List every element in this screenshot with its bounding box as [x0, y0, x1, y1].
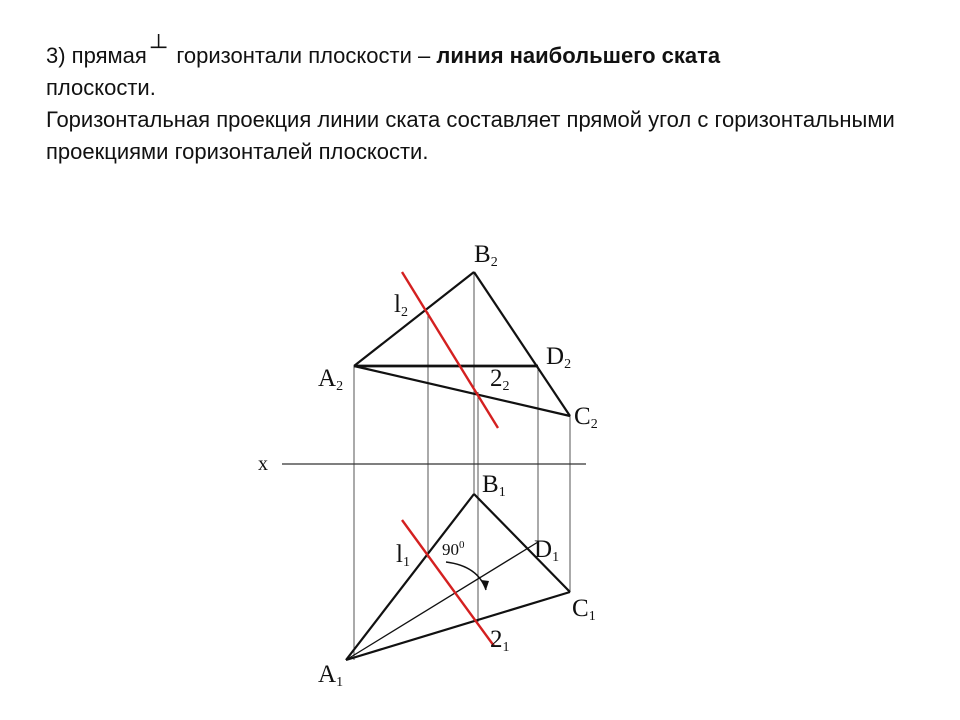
edge-a2-b2	[354, 272, 474, 366]
label-c1: C1	[572, 595, 596, 624]
label-21: 21	[490, 626, 510, 655]
x-axis-label: x	[258, 453, 268, 475]
statement-middle: горизонтали плоскости –	[176, 43, 431, 68]
horizontal-projection	[346, 494, 570, 660]
statement-bold-term: линия наибольшего ската	[436, 43, 721, 68]
label-a1: A1	[318, 661, 344, 690]
label-l2: l2	[394, 291, 408, 320]
perpendicular-symbol: ┴	[150, 34, 167, 59]
statement-prefix: 3) прямая	[46, 43, 147, 68]
label-c2: C2	[574, 403, 598, 432]
statement-line-2: плоскости.	[46, 75, 156, 100]
label-b1: B1	[482, 471, 506, 500]
label-22: 22	[490, 365, 510, 394]
label-b2: B2	[474, 241, 498, 270]
edge-a1-b1	[346, 494, 474, 660]
label-a2: A2	[318, 365, 344, 394]
edge-b1-c1	[474, 494, 570, 592]
angle-label: $90^0$	[442, 539, 465, 559]
explanation-paragraph: Горизонтальная проекция линии ската составляет прямой угол с горизонтальными проекциями горизонталей плоскости.	[46, 107, 895, 164]
label-d2: D2	[546, 343, 572, 372]
label-d1: D1	[534, 536, 560, 565]
label-l1: l1	[396, 541, 410, 570]
edge-a1-c1	[346, 592, 570, 660]
slope-line-frontal	[402, 272, 498, 428]
slope-line-horizontal	[402, 520, 494, 646]
